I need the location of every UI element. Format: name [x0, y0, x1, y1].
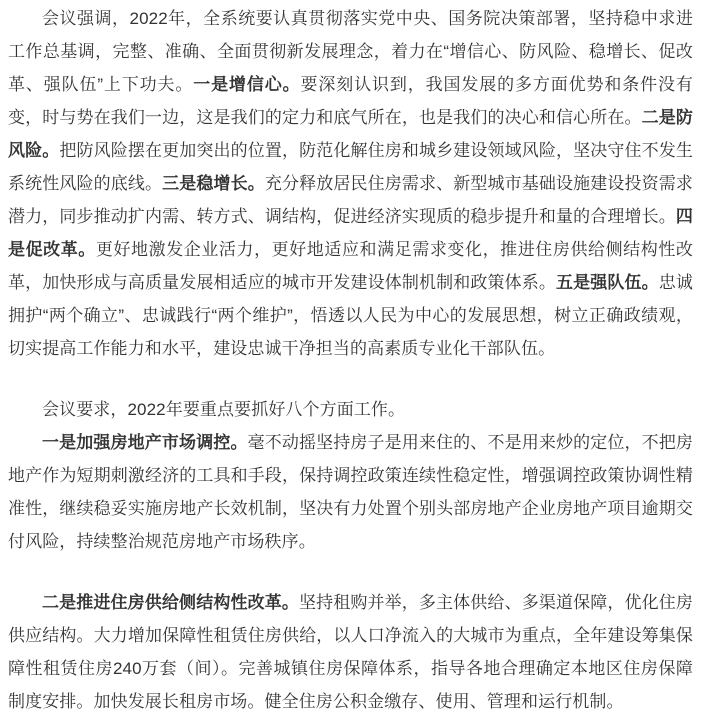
paragraph-meeting-emphasis: [8, 2, 693, 365]
text-segment: 把防风险摆在更加突出的位置，防范化解住房和城乡建设领域风险，坚决守住不发生系统性风险的底线。: [8, 141, 693, 193]
emphasis-segment: 四是促改革。: [8, 207, 693, 259]
paragraph-task-2: [8, 586, 693, 718]
emphasis-segment: 二是防风险。: [8, 108, 693, 160]
emphasis-segment: 一是加强房地产市场调控。: [42, 433, 248, 452]
paragraph-meeting-requirements: [8, 393, 693, 426]
emphasis-segment: 五是强队伍。: [556, 273, 659, 292]
text-segment: 坚持租购并举，多主体供给、多渠道保障，优化住房供应结构。大力增加保障性租赁住房供给，以人口净流入的大城市为重点，全年建设筹集保障性租赁住房240万套（间）。完善城镇住房保障体系，指导各地合理确定本地区住房保障制度安排。加快发展长租房市场。健全住房公积金缴存、使用、管理和运行机制。: [8, 593, 693, 711]
text-segment: 充分释放居民住房需求、新型城市基础设施建设投资需求潜力，同步推动扩内需、转方式、调结构，促进经济实现质的稳步提升和量的合理增长。: [8, 174, 694, 226]
text-segment: 更好地激发企业活力，更好地适应和满足需求变化，推进住房供给侧结构性改革，加快形成与高质量发展相适应的城市开发建设体制机制和政策体系。: [8, 240, 694, 292]
text-segment: 会议要求，2022年要重点要抓好八个方面工作。: [42, 400, 406, 419]
text-segment: 忠诚拥护“两个确立”、忠诚践行“两个维护”，悟透以人民为中心的发展思想，树立正确政绩观，切实提高工作能力和水平，建设忠诚干净担当的高素质专业化干部队伍。: [8, 273, 694, 358]
text-segment: 要深刻认识到，我国发展的多方面优势和条件没有变，时与势在我们一边，这是我们的定力和底气所在，也是我们的决心和信心所在。: [8, 75, 693, 127]
text-segment: 会议强调，2022年，全系统要认真贯彻落实党中央、国务院决策部署，坚持稳中求进工作总基调，完整、准确、全面贯彻新发展理念，着力在“增信心、防风险、稳增长、促改革、强队伍”上下功夫。: [8, 9, 693, 94]
paragraph-task-1: [8, 426, 693, 558]
emphasis-segment: 一是增信心。: [193, 75, 301, 94]
emphasis-segment: 二是推进住房供给侧结构性改革。: [42, 593, 299, 612]
emphasis-segment: 三是稳增长。: [162, 174, 265, 193]
text-segment: 毫不动摇坚持房子是用来住的、不是用来炒的定位，不把房地产作为短期刺激经济的工具和手段，保持调控政策连续性稳定性，增强调控政策协调性精准性，继续稳妥实施房地产长效机制，坚决有力处置个别头部房地产企业房地产项目逾期交付风险，持续整治规范房地产市场秩序。: [8, 433, 693, 551]
